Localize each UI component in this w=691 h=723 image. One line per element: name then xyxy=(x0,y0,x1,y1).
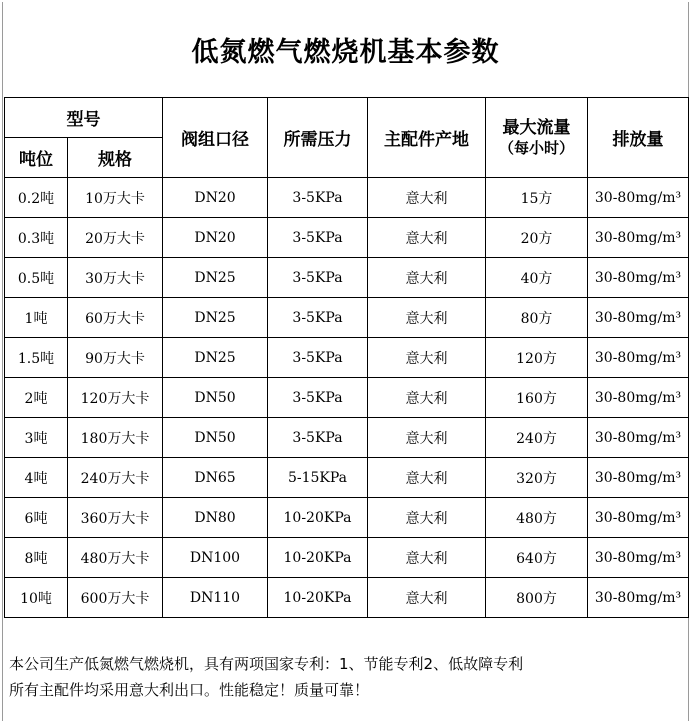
cell-tonnage: 0.3吨 xyxy=(5,218,68,258)
cell-pressure: 10-20KPa xyxy=(268,538,368,578)
cell-pressure: 10-20KPa xyxy=(268,578,368,618)
cell-pressure: 10-20KPa xyxy=(268,498,368,538)
cell-tonnage: 0.2吨 xyxy=(5,178,68,218)
cell-origin: 意大利 xyxy=(368,258,486,298)
page-title: 低氮燃气燃烧机基本参数 xyxy=(191,37,500,68)
cell-pressure: 3-5KPa xyxy=(268,418,368,458)
table-row xyxy=(5,218,689,258)
cell-origin: 意大利 xyxy=(368,218,486,258)
cell-pressure: 5-15KPa xyxy=(268,458,368,498)
cell-pressure: 3-5KPa xyxy=(268,338,368,378)
cell-valve: DN25 xyxy=(163,338,268,378)
table-row xyxy=(5,538,689,578)
footer-line-1: 本公司生产低氮燃气燃烧机，具有两项国家专利：1、节能专利2、低故障专利 xyxy=(9,655,524,673)
header-spec: 规格 xyxy=(68,138,163,178)
cell-spec: 600万大卡 xyxy=(68,578,163,618)
table-row xyxy=(5,178,689,218)
cell-valve: DN25 xyxy=(163,298,268,338)
cell-origin: 意大利 xyxy=(368,578,486,618)
cell-flow: 80方 xyxy=(486,298,588,338)
table-row xyxy=(5,578,689,618)
cell-spec: 480万大卡 xyxy=(68,538,163,578)
header-pressure: 所需压力 xyxy=(268,98,368,178)
cell-emission: 30-80mg/m³ xyxy=(588,538,689,578)
cell-tonnage: 1.5吨 xyxy=(5,338,68,378)
cell-spec: 180万大卡 xyxy=(68,418,163,458)
cell-spec: 360万大卡 xyxy=(68,498,163,538)
cell-spec: 30万大卡 xyxy=(68,258,163,298)
cell-flow: 15方 xyxy=(486,178,588,218)
cell-spec: 60万大卡 xyxy=(68,298,163,338)
cell-emission: 30-80mg/m³ xyxy=(588,418,689,458)
cell-spec: 240万大卡 xyxy=(68,458,163,498)
cell-spec: 120万大卡 xyxy=(68,378,163,418)
cell-emission: 30-80mg/m³ xyxy=(588,178,689,218)
cell-flow: 640方 xyxy=(486,538,588,578)
cell-emission: 30-80mg/m³ xyxy=(588,498,689,538)
cell-flow: 240方 xyxy=(486,418,588,458)
table-row xyxy=(5,258,689,298)
cell-emission: 30-80mg/m³ xyxy=(588,298,689,338)
cell-spec: 90万大卡 xyxy=(68,338,163,378)
cell-tonnage: 1吨 xyxy=(5,298,68,338)
cell-origin: 意大利 xyxy=(368,338,486,378)
cell-emission: 30-80mg/m³ xyxy=(588,458,689,498)
cell-origin: 意大利 xyxy=(368,298,486,338)
cell-valve: DN110 xyxy=(163,578,268,618)
header-flow-line2: （每小时） xyxy=(498,138,574,157)
cell-origin: 意大利 xyxy=(368,458,486,498)
parameters-table xyxy=(4,97,689,618)
header-model: 型号 xyxy=(5,98,163,138)
cell-valve: DN80 xyxy=(163,498,268,538)
table-row xyxy=(5,338,689,378)
cell-tonnage: 8吨 xyxy=(5,538,68,578)
table-row xyxy=(5,498,689,538)
cell-valve: DN50 xyxy=(163,418,268,458)
cell-flow: 320方 xyxy=(486,458,588,498)
cell-flow: 120方 xyxy=(486,338,588,378)
cell-tonnage: 10吨 xyxy=(5,578,68,618)
cell-flow: 160方 xyxy=(486,378,588,418)
cell-spec: 10万大卡 xyxy=(68,178,163,218)
cell-pressure: 3-5KPa xyxy=(268,378,368,418)
cell-flow: 20方 xyxy=(486,218,588,258)
cell-valve: DN50 xyxy=(163,378,268,418)
cell-emission: 30-80mg/m³ xyxy=(588,578,689,618)
cell-flow: 40方 xyxy=(486,258,588,298)
header-origin: 主配件产地 xyxy=(368,98,486,178)
cell-pressure: 3-5KPa xyxy=(268,298,368,338)
cell-tonnage: 4吨 xyxy=(5,458,68,498)
cell-tonnage: 6吨 xyxy=(5,498,68,538)
table-row xyxy=(5,298,689,338)
table-row xyxy=(5,378,689,418)
cell-pressure: 3-5KPa xyxy=(268,218,368,258)
cell-origin: 意大利 xyxy=(368,538,486,578)
cell-emission: 30-80mg/m³ xyxy=(588,378,689,418)
header-flow-line1: 最大流量 xyxy=(502,117,571,138)
cell-origin: 意大利 xyxy=(368,418,486,458)
cell-pressure: 3-5KPa xyxy=(268,258,368,298)
cell-spec: 20万大卡 xyxy=(68,218,163,258)
table-body xyxy=(5,178,689,618)
header-flow xyxy=(486,98,588,178)
cell-origin: 意大利 xyxy=(368,498,486,538)
header-emission: 排放量 xyxy=(588,98,689,178)
cell-origin: 意大利 xyxy=(368,178,486,218)
cell-pressure: 3-5KPa xyxy=(268,178,368,218)
cell-flow: 800方 xyxy=(486,578,588,618)
cell-valve: DN100 xyxy=(163,538,268,578)
cell-tonnage: 0.5吨 xyxy=(5,258,68,298)
cell-valve: DN65 xyxy=(163,458,268,498)
cell-emission: 30-80mg/m³ xyxy=(588,258,689,298)
cell-tonnage: 3吨 xyxy=(5,418,68,458)
header-tonnage: 吨位 xyxy=(5,138,68,178)
footer-note xyxy=(9,651,523,703)
cell-valve: DN25 xyxy=(163,258,268,298)
cell-origin: 意大利 xyxy=(368,378,486,418)
cell-emission: 30-80mg/m³ xyxy=(588,338,689,378)
cell-valve: DN20 xyxy=(163,178,268,218)
cell-flow: 480方 xyxy=(486,498,588,538)
header-valve: 阀组口径 xyxy=(163,98,268,178)
cell-tonnage: 2吨 xyxy=(5,378,68,418)
footer-line-2: 所有主配件均采用意大利出口。性能稳定！质量可靠！ xyxy=(9,681,370,699)
cell-emission: 30-80mg/m³ xyxy=(588,218,689,258)
table-row xyxy=(5,458,689,498)
table-row xyxy=(5,418,689,458)
cell-valve: DN20 xyxy=(163,218,268,258)
